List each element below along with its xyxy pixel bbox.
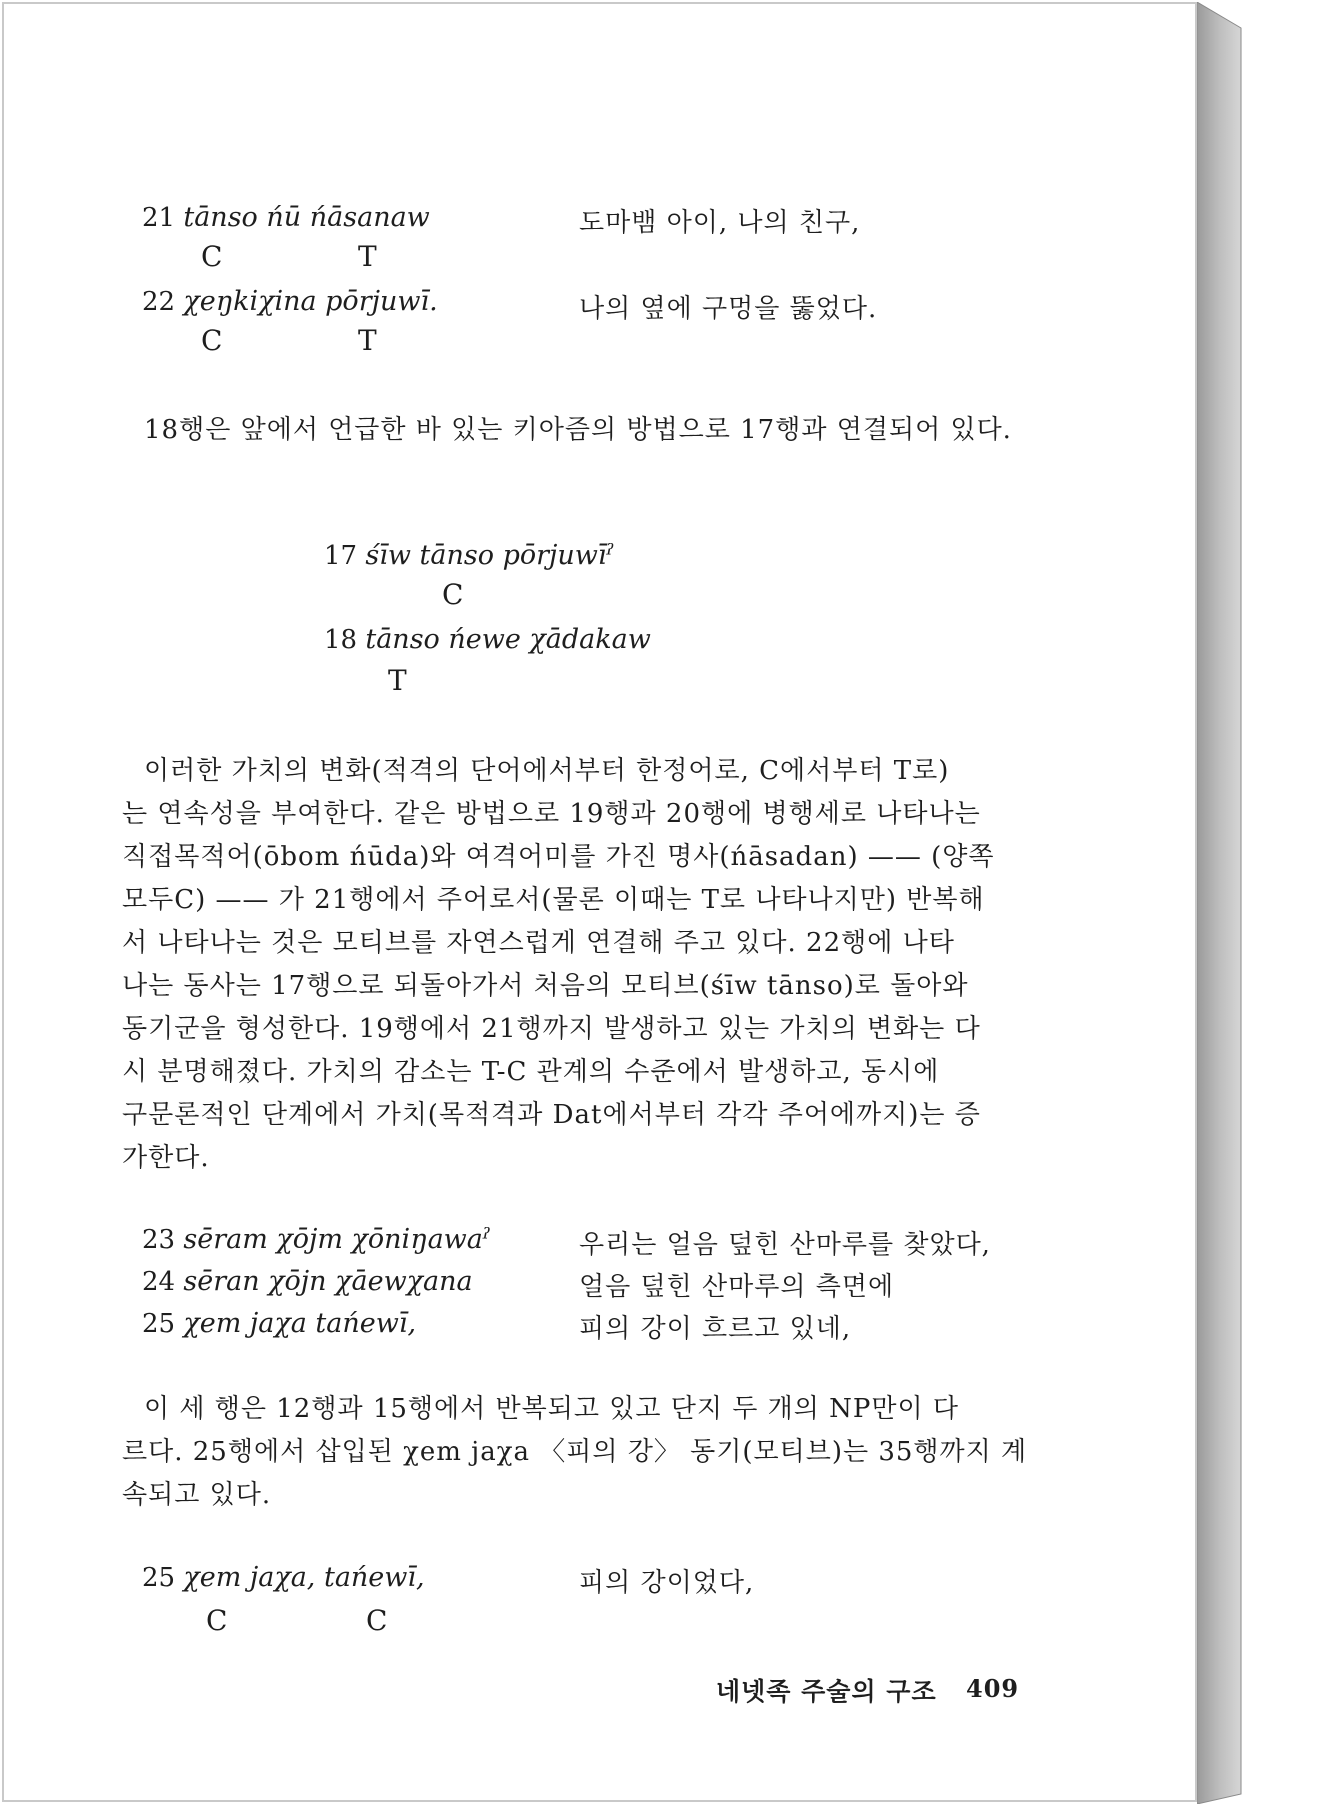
line-number: 23 xyxy=(142,1225,176,1255)
example-line-21 xyxy=(142,202,430,233)
example-line-23 xyxy=(142,1224,490,1255)
document-page xyxy=(2,2,1197,1802)
page-edge xyxy=(1197,2,1243,1804)
example-line-22 xyxy=(142,286,438,317)
nenets-text: sēran χōjn χāewχana xyxy=(183,1266,473,1297)
nenets-text: sēram χōjm χōniŋawaˀ xyxy=(183,1224,491,1255)
line-number: 18 xyxy=(324,625,358,655)
line-number: 21 xyxy=(142,203,176,233)
nenets-text: tānso ńewe χādakaw xyxy=(365,624,651,655)
c-marker: C xyxy=(201,240,223,273)
korean-translation-23: 우리는 얼음 덮힌 산마루를 찾았다, xyxy=(579,1230,991,1260)
t-marker: T xyxy=(388,664,407,697)
running-title: 네넷족 주술의 구조 xyxy=(716,1677,937,1706)
korean-translation-25: 피의 강이 흐르고 있네, xyxy=(579,1314,852,1344)
nenets-text: χeŋkiχina pōrjuwī. xyxy=(183,286,438,317)
example-line-24 xyxy=(142,1266,473,1297)
paragraph-3: 이 세 행은 12행과 15행에서 반복되고 있고 단지 두 개의 NP만이 다 르다. 25행에서 삽입된 χem jaχa 〈피의 강〉 동기(모티브)는 35행까지 계 속되고 있다. xyxy=(122,1394,1028,1510)
line-number: 17 xyxy=(324,541,358,571)
korean-translation-21: 도마뱀 아이, 나의 친구, xyxy=(579,208,861,238)
example-line-25 xyxy=(142,1308,416,1339)
page-number: 409 xyxy=(966,1674,1020,1703)
line-number: 25 xyxy=(142,1563,176,1593)
korean-translation-25-repeat: 피의 강이었다, xyxy=(579,1568,755,1598)
paragraph-1: 18행은 앞에서 언급한 바 있는 키아즘의 방법으로 17행과 연결되어 있다. xyxy=(144,415,1012,445)
example-line-25-repeat xyxy=(142,1562,425,1593)
c-marker: C xyxy=(201,324,223,357)
c-marker: C xyxy=(206,1604,228,1637)
c-marker: C xyxy=(366,1604,388,1637)
t-marker: T xyxy=(358,324,377,357)
paragraph-2: 이러한 가치의 변화(적격의 단어에서부터 한정어로, C에서부터 T로) 는 연속성을 부여한다. 같은 방법으로 19행과 20행에 병행세로 나타나는 직접목적어(ōbom ńūda)와 여격어미를 가진 명사(ńāsadan) —— (양쪽 모두C) —— 가 21행에서 주어로서(물론 이때는 T로 나타나지만) 반복해 서 나타나는 것은 모티브를 자연스럽게 연결해 주고 있다. 22행에 나타 나는 동사는 17행으로 되돌아가서 처음의 모티브(śīw tānso)로 돌아와 동기군을 형성한다. 19행에서 21행까지 발생하고 있는 가치의 변화는 다 시 분명해졌다. 가치의 감소는 T-C 관계의 수준에서 발생하고, 동시에 구문론적인 단계에서 가치(목적격과 Dat에서부터 각각 주어에까지)는 증 가한다. xyxy=(122,756,995,1173)
line-number: 25 xyxy=(142,1309,176,1339)
line-number: 22 xyxy=(142,287,176,317)
nenets-text: χem jaχa tańewī, xyxy=(183,1308,417,1339)
nenets-text: χem jaχa, tańewī, xyxy=(183,1562,425,1593)
example-line-18 xyxy=(324,624,651,655)
korean-translation-22: 나의 옆에 구멍을 뚫었다. xyxy=(579,294,878,324)
korean-translation-24: 얼음 덮힌 산마루의 측면에 xyxy=(579,1272,895,1302)
c-marker: C xyxy=(442,578,464,611)
line-number: 24 xyxy=(142,1267,176,1297)
nenets-text: tānso ńū ńāsanaw xyxy=(183,202,430,233)
example-line-17 xyxy=(324,540,614,571)
t-marker: T xyxy=(358,240,377,273)
nenets-text: śīw tānso pōrjuwīˀ xyxy=(365,540,615,571)
